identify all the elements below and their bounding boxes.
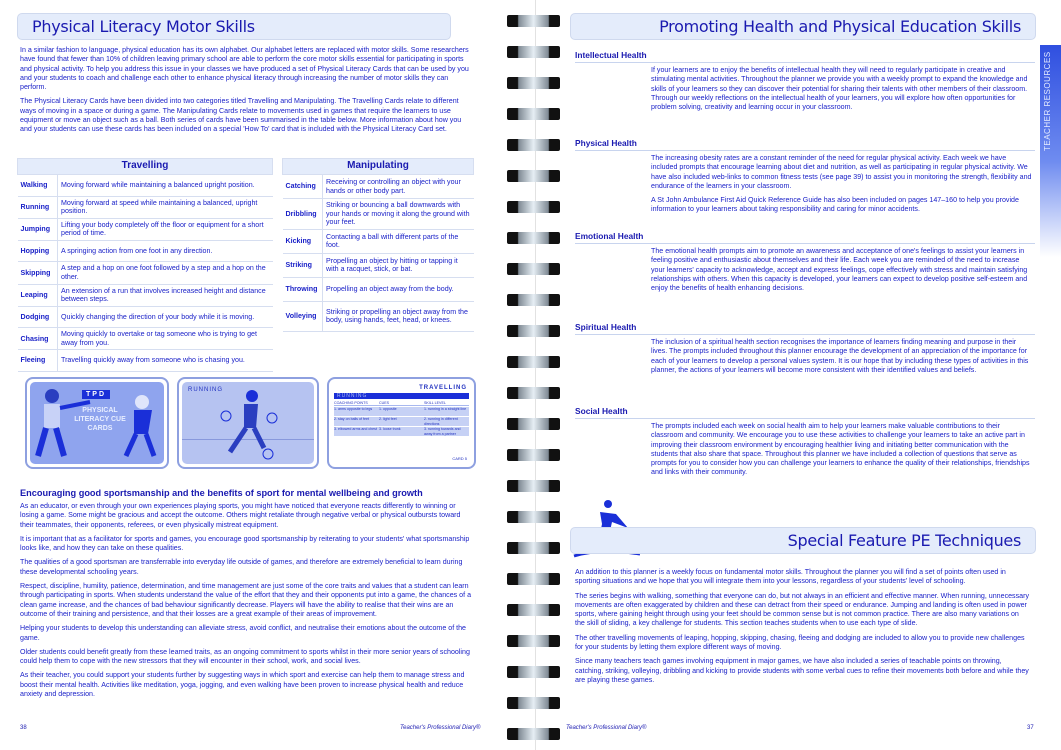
card-cell: 2. light feet [379, 417, 397, 422]
spiral-ring [507, 480, 560, 492]
card-title: RUNNING [188, 387, 223, 393]
paragraph: The prompts included each week on social health aim to help your learners make valuable contributions to their classroom and community. We encourage you to use these activities to challenge your learners to take an active part in improving their classroom environment by encouraging healthier living and initiating better communication with the students that also share that space. Throughout this planner we have included a collection of questions that serve as prompts for you to consider how you can challenge your learners to enhance the quality of their relationships, friendships and links with their community. [651, 422, 1030, 477]
skill-name: Dodging [18, 306, 58, 328]
skill-description: A step and a hop on one foot followed by a step and a hop on the other. [58, 262, 273, 284]
card-cell: 2. running in different directions [424, 417, 458, 426]
table-row [283, 253, 474, 277]
table-row [283, 175, 474, 199]
card-category: TRAVELLING [419, 385, 467, 391]
table-row [18, 350, 273, 372]
table-row [18, 328, 273, 350]
spiral-ring [507, 728, 560, 740]
spiral-ring [507, 604, 560, 616]
table-row [18, 284, 273, 306]
section-heading: Social Health [575, 406, 1035, 419]
card-table-row [334, 407, 469, 416]
paragraph: As their teacher, you could support your students further by suggesting ways in which sport and exercise can help them to manage stress and boost their mental health. Activities like meditation, yoga, jogging, and even walking have been proven to increase physical health and reduce anxiety and depression. [20, 671, 465, 699]
spiral-ring [507, 542, 560, 554]
spiral-ring [507, 635, 560, 647]
skill-name: Jumping [18, 218, 58, 240]
people-circle-icon [577, 422, 625, 472]
spiral-ring [507, 511, 560, 523]
tpd-logo: TPD [82, 390, 110, 399]
paragraph: If your learners are to enjoy the benefits of intellectual health they will need to regularly participate in creative and stimulating mental activities. Throughout the planner we provide you with a weekly prompt to expand the knowledge and skills of your learners so they can discover their potential for sharing their talents with other members of their classroom. Through our weekly reflections on the intellectual health of your learners, you will explore how often opportunities for problem solving, creativity and learning occur in your classroom. [651, 66, 1028, 112]
skill-description: Lifting your body completely off the floor or equipment for a short period of time. [58, 218, 273, 240]
table-row [18, 196, 273, 218]
card-cell: 1. arms opposite to legs [334, 407, 373, 412]
skill-name: Throwing [283, 277, 323, 301]
paragraph: A St John Ambulance First Aid Quick Reference Guide has also been included on pages 147–160 to help you provide information to your learners about taking responsibility and caring for minor accidents. [651, 196, 1019, 214]
skill-description: Moving quickly to overtake or tag someone who is trying to get away from you. [58, 328, 273, 350]
paragraph: Respect, discipline, humility, patience, determination, and time management are just some of the core traits and values that a student can learn through participating in sports. When students understand the value of the effort that they and their opponents put into a game, the chances of a clean game increase, and the chances of bad behaviour significantly decrease. Players will have the ability to realise that their wins are an outcome of their training and persistence, and that their losses are a great example of their areas of improvement. [20, 582, 472, 618]
skill-description: Receiving or controlling an object with your hands or other body part. [323, 175, 474, 199]
spiral-ring [507, 15, 560, 27]
card-title: RUNNING [334, 393, 469, 399]
skill-name: Fleeing [18, 350, 58, 372]
manipulating-header: Manipulating [283, 159, 474, 175]
skill-name: Catching [283, 175, 323, 199]
paragraph: Since many teachers teach games involving equipment in major games, we have also included a series of teachable points on throwing, catching, striking, volleying, dribbling and kicking to provide students with some verbal cues to refine their movements both before and while they are playing these games. [575, 657, 1029, 684]
skill-name: Hopping [18, 240, 58, 262]
health-section [575, 322, 1035, 374]
skill-name: Skipping [18, 262, 58, 284]
card-cell: 1. opposite [379, 407, 397, 412]
page-number: 37 [1027, 725, 1034, 731]
section-heading: Emotional Health [575, 231, 1035, 244]
intro-paragraph: In a similar fashion to language, physical education has its own alphabet. Our alphabet letters are replaced with motor skills. Some researchers have found that fewer than 10% of children leaving primary school are able to perform the core motor skills essential for participating in sports and physical activity. To help you address this issue in your classes we have produced a set of Physical Literacy Cards that can be used by you and your students to coach and challenge each other to enhance physical literacy through increasing the number of motor skills they can perform. [20, 46, 469, 92]
skill-name: Striking [283, 253, 323, 277]
card-cell: 3. loose trunk [379, 427, 401, 432]
skill-name: Chasing [18, 328, 58, 350]
skill-name: Running [18, 196, 58, 218]
skill-description: Striking or propelling an object away from the body, using hands, feet, head, or knees. [323, 301, 474, 331]
card-table-header [334, 401, 469, 406]
travelling-table [17, 158, 273, 372]
health-section [575, 231, 1035, 293]
page-number: 38 [20, 725, 27, 731]
paragraph: As an educator, or even through your own experiences playing sports, you might have noticed that everyone reacts differently to winning or losing a game. Some might be gracious and accept the outcome. Others might retaliate through negative verbal or physical outbursts toward their teammates, their opponents, referees, or even physically mistreat equipment. [20, 502, 461, 529]
table-row [283, 301, 474, 331]
paragraph: The qualities of a good sportsman are transferrable into everyday life outside of games, and therefore are extremely beneficial to learn during these developmental schooling years. [20, 558, 463, 576]
card-cell: 3. running towards and away from a partner [424, 427, 461, 436]
spiral-ring [507, 139, 560, 151]
running-card-back-image [327, 377, 476, 469]
skill-description: A springing action from one foot in any direction. [58, 240, 273, 262]
skill-description: An extension of a run that involves increased height and distance between steps. [58, 284, 273, 306]
card-number: CARD 5 [452, 456, 467, 461]
table-row [18, 306, 273, 328]
teacher-resources-tab[interactable] [1040, 45, 1061, 257]
section-heading: Spiritual Health [575, 322, 1035, 335]
running-card-front-image [177, 377, 319, 469]
card-cell: 2. stay on balls of feet [334, 417, 369, 422]
paragraph: Helping your students to develop this understanding can alleviate stress, avoid conflict, and neutralise their emotions about the outcome of the game. [20, 624, 466, 642]
skill-description: Moving forward at speed while maintaining a balanced, upright position. [58, 196, 273, 218]
right-page-title: Promoting Health and Physical Education Skills [570, 13, 1036, 40]
intro-text [20, 46, 472, 140]
paragraph: The increasing obesity rates are a constant reminder of the need for regular physical activity. Each week we have included prompts that encourage learning about diet and nutrition, as well as participating in regular physical activity. We have also included web-links to common fitness tests (see page 39) to assist you in monitoring the strength, flexibility and endurance of the learners in your classroom. [651, 154, 1032, 190]
skill-name: Leaping [18, 284, 58, 306]
spiral-ring [507, 77, 560, 89]
skill-name: Volleying [283, 301, 323, 331]
section-text [651, 247, 1033, 298]
skill-description: Moving forward while maintaining a balanced upright position. [58, 175, 273, 197]
table-row [18, 240, 273, 262]
paragraph: The series begins with walking, something that everyone can do, but not always in an efficient and effective manner. When running, unnecessary movements are often exaggerated by children and these can detract from their speed or endurance. Jumping and landing is often used in power sports, where gaining height through using your feet should be common sense but is not common practice. There are also many variations on the skill of sliding, a key challenge for students. This section teaches students when to use each type of slide. [575, 591, 1030, 628]
sportsmanship-section [20, 488, 475, 704]
health-section [575, 406, 1035, 477]
section-text [651, 66, 1033, 117]
spiral-ring [507, 108, 560, 120]
apple-icon [577, 154, 625, 204]
tab-label: TEACHER RESOURCES [1043, 51, 1052, 151]
spiral-ring [507, 418, 560, 430]
spiral-ring [507, 387, 560, 399]
leaping-figure-icon [577, 247, 625, 297]
children-playing-illustration [30, 382, 168, 468]
travelling-header: Travelling [18, 159, 273, 175]
section-heading: Physical Health [575, 138, 1035, 151]
section-heading: Encouraging good sportsmanship and the benefits of sport for mental wellbeing and growth [20, 488, 423, 498]
spiral-ring [507, 46, 560, 58]
running-child-illustration [182, 382, 318, 468]
card-col: SKILL LEVEL [424, 401, 446, 405]
table-row [18, 262, 273, 284]
manipulating-table [282, 158, 474, 332]
spiral-ring [507, 170, 560, 182]
section-text [651, 154, 1033, 220]
paragraph: The emotional health prompts aim to promote an awareness and acceptance of one's feelings to assist your learners in feeling positive and enthusiastic about themselves and their life. Each week you are reminded of the need to increase your learners' capacity to acknowledge, accept and express feelings, cope effectively with stress and maintain satisfying relationships with others. When this capacity is developed, your learners can expect to develop positive self-esteem and enjoy the benefits of health enhancing decisions. [651, 247, 1028, 293]
card-table-row [334, 427, 469, 436]
paragraph: The inclusion of a spiritual health section recognises the importance of learners finding meaning and purpose in their lives. The prompts included throughout this planner encourage the development of an appreciation of the importance for each of your learners to develop a personal values system. It is our hope that by including these types of activities in this planner, the actions of your learners will become more consistent with their identified values and beliefs. [651, 338, 1029, 374]
left-page-title: Physical Literacy Motor Skills [17, 13, 451, 40]
card-cell: 1. running in a straight line [424, 407, 467, 412]
spiral-ring [507, 449, 560, 461]
spiral-ring [507, 325, 560, 337]
card-col: CUES [379, 401, 389, 405]
spiral-ring [507, 294, 560, 306]
skill-description: Propelling an object away from the body. [323, 277, 474, 301]
spiral-ring [507, 697, 560, 709]
spiral-ring [507, 263, 560, 275]
skill-description: Contacting a ball with different parts of the foot. [323, 229, 474, 253]
section-heading: Intellectual Health [575, 50, 1035, 63]
paragraph: Older students could benefit greatly from these learned traits, as an ongoing commitment to sports whilst in their more senior years of schooling could help them to cope with the new stressors that they will encounter in their school, work, and social lives. [20, 647, 470, 666]
card-col: COACHING POINTS [334, 401, 368, 405]
skill-description: Quickly changing the direction of your body while it is moving. [58, 306, 273, 328]
spiral-ring [507, 666, 560, 678]
table-row [18, 218, 273, 240]
skill-description: Travelling quickly away from someone who is chasing you. [58, 350, 273, 372]
card-cell: 3. elbowed arms and chest [334, 427, 377, 432]
table-row [283, 229, 474, 253]
feature-title: Special Feature PE Techniques [570, 527, 1036, 554]
footer-brand: Teacher's Professional Diary® [566, 725, 647, 731]
spiral-ring [507, 232, 560, 244]
health-section [575, 138, 1035, 214]
table-row [283, 277, 474, 301]
spiral-ring [507, 573, 560, 585]
skill-name: Walking [18, 175, 58, 197]
spiral-ring [507, 356, 560, 368]
head-book-icon [577, 66, 625, 116]
cue-card-cover-image [25, 377, 169, 469]
table-row [18, 175, 273, 197]
feature-text [575, 568, 1030, 690]
intro-paragraph: The Physical Literacy Cards have been divided into two categories titled Travelling and Manipulating. The Travelling Cards relate to different ways of moving in a space or during a game. The Manipulating Cards relate to movements used in games that require the learners to use equipment or move an object such as a ball. Both series of cards have been summarised in the table below. More information about how you and your students can use these cards has been included on a special 'How To' card that is included with the Physical Literacy Card set. [20, 97, 462, 134]
skill-description: Striking or bouncing a ball downwards with your hands or moving it along the ground with your feet. [323, 199, 474, 230]
paragraph: It is important that as a facilitator for sports and games, you encourage good sportsmanship by reiterating to your students' what sportsmanship looks like, and how they can take on these qualities. [20, 534, 470, 553]
card-table-row [334, 417, 469, 426]
skill-name: Dribbling [283, 199, 323, 230]
health-section [575, 50, 1035, 112]
paragraph: The other travelling movements of leaping, hopping, skipping, chasing, fleeing and dodging are included to allow you to provide new challenges for your students by letting them explore different ways of moving. [575, 633, 1025, 652]
spiral-ring [507, 201, 560, 213]
skill-description: Propelling an object by hitting or tapping it with a racquet, stick, or bat. [323, 253, 474, 277]
section-text [651, 338, 1033, 380]
section-text [651, 422, 1033, 483]
paragraph: An addition to this planner is a weekly focus on fundamental motor skills. Throughout the planner you will find a set of points often used in sporting situations and we hope that you will integrate them into your lessons, regardless of your students' level of schooling. [575, 568, 1006, 586]
table-row [283, 199, 474, 230]
leaf-circle-icon [577, 338, 625, 388]
footer-brand: Teacher's Professional Diary® [400, 725, 481, 731]
skill-name: Kicking [283, 229, 323, 253]
cover-title: PHYSICAL LITERACY CUE CARDS [74, 407, 126, 432]
